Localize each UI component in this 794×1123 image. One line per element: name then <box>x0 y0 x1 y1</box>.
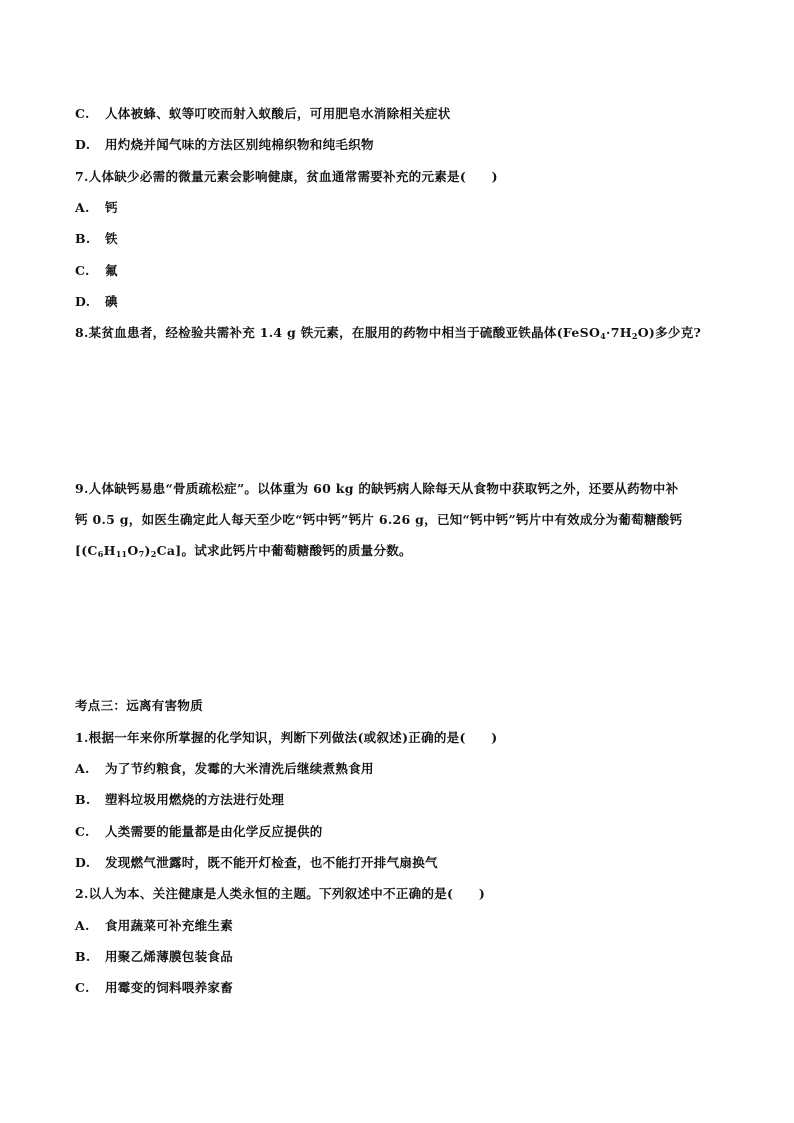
option-letter: A. <box>75 761 90 776</box>
option-letter: C. <box>75 263 90 278</box>
section3-q2-option-a <box>75 918 233 934</box>
subscript: 11 <box>115 549 128 559</box>
option-text: 塑料垃圾用燃烧的方法进行处理 <box>105 792 285 807</box>
option-letter: B. <box>75 949 91 964</box>
option-text: 用灼烧并闻气味的方法区别纯棉织物和纯毛织物 <box>105 137 374 152</box>
option-letter: B. <box>75 231 91 246</box>
section3-question-2-stem: 2.以人为本、关注健康是人类永恒的主题。下列叙述中不正确的是( ) <box>75 886 486 901</box>
text-segment: O)多少克? <box>637 325 702 340</box>
section3-q1-option-b <box>75 792 284 808</box>
subscript: 4 <box>600 331 607 341</box>
question-7-stem: 7.人体缺少必需的微量元素会影响健康，贫血通常需要补充的元素是( ) <box>75 169 498 184</box>
option-text: 碘 <box>105 294 118 309</box>
question-7-option-b <box>75 231 118 247</box>
question-8-stem <box>75 325 701 341</box>
subscript: 2 <box>631 331 638 341</box>
option-text: 铁 <box>105 231 118 246</box>
section3-q2-option-c <box>75 980 233 996</box>
subscript: 2 <box>150 549 157 559</box>
option-text: 人体被蜂、蚁等叮咬而射入蚁酸后，可用肥皂水消除相关症状 <box>105 106 451 121</box>
section3-q1-option-c <box>75 824 323 840</box>
question-7-option-c <box>75 263 118 279</box>
question-7-option-a <box>75 200 118 216</box>
subscript: 6 <box>97 549 104 559</box>
section-heading: 考点三：远离有害物质 <box>75 698 204 713</box>
option-c <box>75 106 451 122</box>
text-segment: Ca]。试求此钙片中葡萄糖酸钙的质量分数。 <box>156 543 412 558</box>
text-segment: [(C <box>75 543 98 558</box>
option-text: 氟 <box>105 263 118 278</box>
option-text: 食用蔬菜可补充维生素 <box>105 918 234 933</box>
option-letter: C. <box>75 824 90 839</box>
question-7-option-d <box>75 294 118 310</box>
option-text: 人类需要的能量都是由化学反应提供的 <box>105 824 323 839</box>
option-letter: D. <box>75 294 91 309</box>
text-segment: ) <box>144 543 151 558</box>
question-9-line-3 <box>75 543 412 559</box>
option-letter: A. <box>75 200 90 215</box>
option-text: 为了节约粮食，发霉的大米清洗后继续煮熟食用 <box>105 761 374 776</box>
option-letter: B. <box>75 792 91 807</box>
section3-q1-option-d <box>75 855 438 871</box>
subscript: 7 <box>138 549 145 559</box>
section3-q2-option-b <box>75 949 233 965</box>
section3-question-1-stem: 1.根据一年来你所掌握的化学知识，判断下列做法(或叙述)正确的是( ) <box>75 730 498 745</box>
text-segment: O <box>127 543 139 558</box>
option-text: 钙 <box>105 200 118 215</box>
question-9-line-1: 9.人体缺钙易患“骨质疏松症”。以体重为 60 kg 的缺钙病人除每天从食物中获取钙之外，还要从药物中补 <box>75 481 679 496</box>
question-9-line-2: 钙 0.5 g，如医生确定此人每天至少吃“钙中钙”钙片 6.26 g，已知“钙中钙”钙片中有效成分为葡萄糖酸钙 <box>75 512 683 527</box>
option-text: 用聚乙烯薄膜包装食品 <box>105 949 234 964</box>
option-letter: A. <box>75 918 90 933</box>
option-d <box>75 137 374 153</box>
section3-q1-option-a <box>75 761 374 777</box>
text-segment: H <box>103 543 116 558</box>
option-letter: D. <box>75 855 91 870</box>
option-letter: C. <box>75 106 90 121</box>
option-text: 用霉变的饲料喂养家畜 <box>105 980 234 995</box>
option-text: 发现燃气泄露时，既不能开灯检查，也不能打开排气扇换气 <box>105 855 438 870</box>
option-letter: D. <box>75 137 91 152</box>
text-segment: 8.某贫血患者，经检验共需补充 1.4 g 铁元素，在服用的药物中相当于硫酸亚铁晶体(FeSO <box>75 325 601 340</box>
text-segment: ·7H <box>606 325 632 340</box>
option-letter: C. <box>75 980 90 995</box>
